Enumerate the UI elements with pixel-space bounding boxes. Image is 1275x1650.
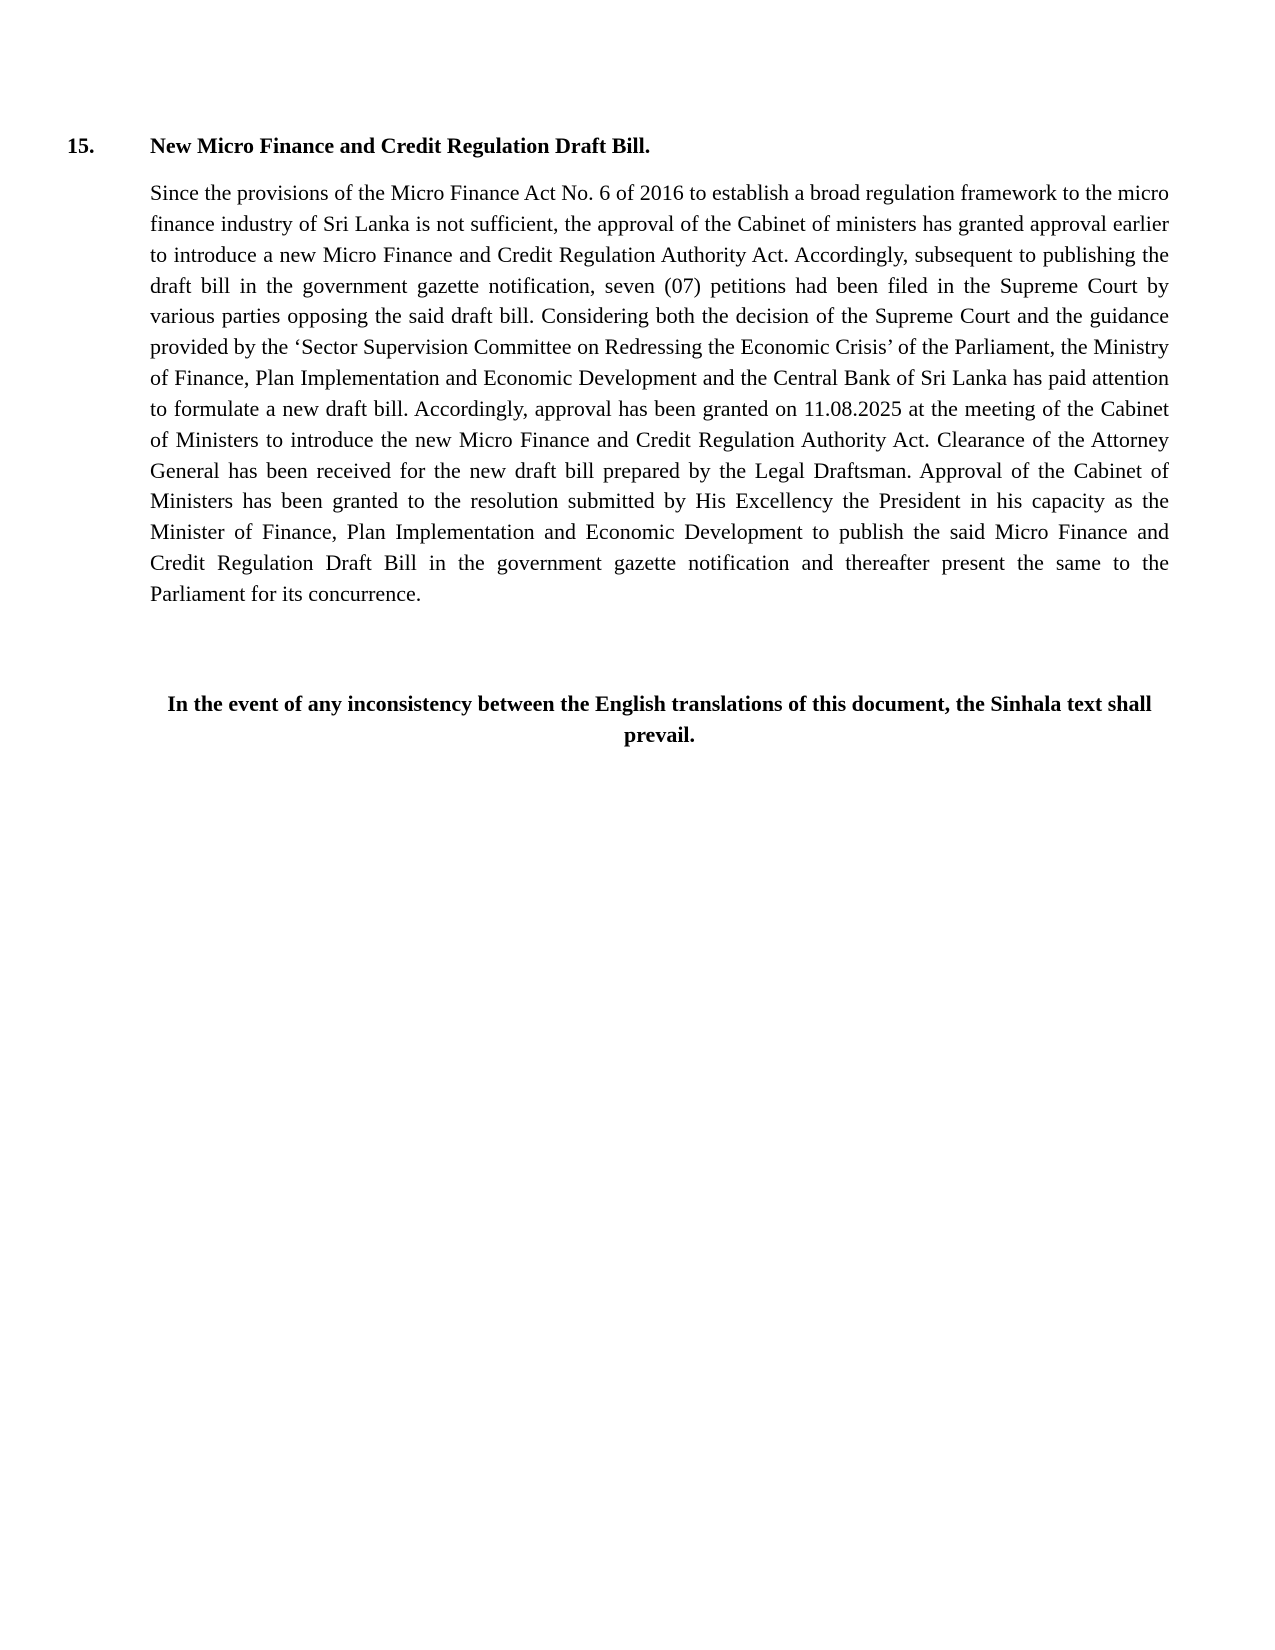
section-number: 15. — [67, 133, 95, 158]
language-disclaimer: In the event of any inconsistency between the English translations of this document, the Sinhala text shall prevail. — [167, 691, 1152, 747]
section-body: Since the provisions of the Micro Finance Act No. 6 of 2016 to establish a broad regulation framework to the micro finance industry of Sri Lanka is not sufficient, the approval of the Cabinet of ministers has granted approval earlier to introduce a new Micro Finance and Credit Regulation Authority Act. Accordingly, subsequent to publishing the draft bill in the government gazette notification, seven (07) petitions had been filed in the Supreme Court by various parties opposing the said draft bill. Considering both the decision of the Supreme Court and the guidance provided by the ‘Sector Supervision Committee on Redressing the Economic Crisis’ of the Parliament, the Ministry of Finance, Plan Implementation and Economic Development and the Central Bank of Sri Lanka has paid attention to formulate a new draft bill. Accordingly, approval has been granted on 11.08.2025 at the meeting of the Cabinet of Ministers to introduce the new Micro Finance and Credit Regulation Authority Act. Clearance of the Attorney General has been received for the new draft bill prepared by the Legal Draftsman. Approval of the Cabinet of Ministers has been granted to the resolution submitted by His Excellency the President in his capacity as the Minister of Finance, Plan Implementation and Economic Development to publish the said Micro Finance and Credit Regulation Draft Bill in the government gazette notification and thereafter present the same to the Parliament for its concurrence. — [150, 180, 1169, 606]
section-title: New Micro Finance and Credit Regulation Draft Bill. — [150, 133, 651, 158]
